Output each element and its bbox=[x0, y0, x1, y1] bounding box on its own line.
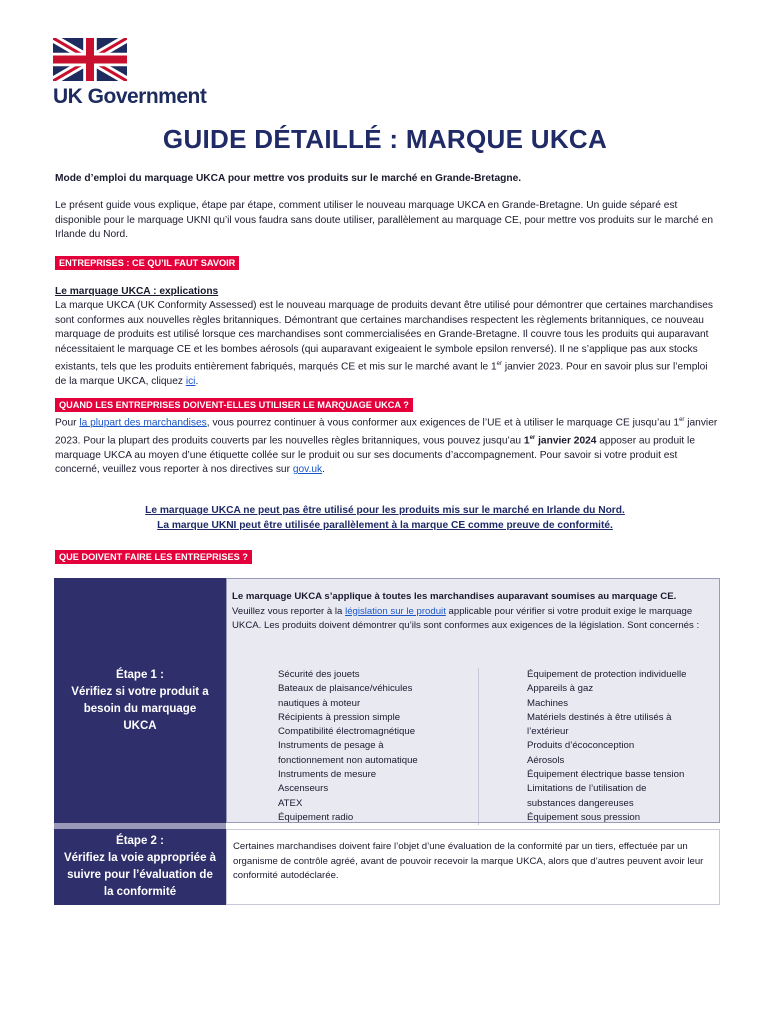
step2-label: Étape 2 : bbox=[116, 835, 164, 847]
step2-content-cell bbox=[226, 829, 720, 905]
section1-heading bbox=[55, 285, 720, 300]
section1-sup: er bbox=[496, 361, 503, 367]
s2-mid2: janvier 2023. Pour la plupart des produits couverts par les nouvelles règles britanniques, vous pouvez jusqu’au bbox=[55, 417, 718, 447]
product-list-item: substances dangereuses bbox=[527, 797, 634, 809]
union-jack-flag-icon bbox=[53, 38, 127, 81]
logo-text: UK Government bbox=[53, 85, 207, 108]
product-list-item: Récipients à pression simple bbox=[278, 711, 401, 723]
note-line-2: La marque UKNI peut être utilisée parallèlement à la marque CE comme preuve de conformité. bbox=[157, 520, 613, 531]
northern-ireland-note bbox=[0, 503, 770, 533]
product-list-item: Équipement électrique basse tension bbox=[527, 769, 685, 781]
step1-title: Vérifiez si votre produit a besoin du marquage UKCA bbox=[71, 685, 209, 732]
product-list-item: Instruments de pesage à bbox=[278, 740, 384, 752]
step1-header-cell bbox=[54, 578, 226, 823]
most-goods-link[interactable]: la plupart des marchandises bbox=[79, 417, 207, 429]
s2-bold2: janvier 2024 bbox=[535, 435, 597, 447]
product-list-item: Matériels destinés à être utilisés à bbox=[527, 711, 672, 723]
step2-header-cell bbox=[54, 829, 226, 905]
s2-end: . bbox=[322, 464, 325, 476]
section1-body-text: La marque UKCA (UK Conformity Assessed) est le nouveau marquage de produits devant être utilisé pour démontrer que certaines marchandises sont conformes aux nouvelles règles britanniques. Démontrant que certaines marchandises respectent les règlements britanniques, ce nouveau marquage de produits est utilisé lorsque ces marchandises sont commercialisées en Grande-Bretagne. Il couvre tous les produits qui auparavant nécessitaient le marquage CE et les bombes aérosols (qui auparavant exigeaient le symbole epsilon renversé). Il ne s’applique pas aux stocks existants, tels que les produits entièrement fabriqués, marqués CE et mis sur le marché avant le 1 bbox=[55, 300, 714, 373]
product-list-item: fonctionnement non automatique bbox=[278, 754, 418, 766]
intro-paragraph: Le présent guide vous explique, étape par étape, comment utiliser le nouveau marquage UKCA en Grande-Bretagne. Un guide séparé est disponible pour le marquage UKNI qu’il vous faudra sans doute utiliser, parallèlement au marquage CE, pour mettre vos produits sur le marché en Irlande du Nord. bbox=[55, 200, 714, 240]
section-banner-what-to-know: ENTREPRISES : CE QU’IL FAUT SAVOIR bbox=[55, 256, 239, 270]
product-list-item: Équipement sous pression bbox=[527, 811, 641, 823]
section1-heading-text: Le marquage UKCA : explications bbox=[55, 286, 219, 297]
step1-content-cell bbox=[226, 578, 720, 823]
product-list-item: ATEX bbox=[278, 797, 303, 809]
s2-pre: Pour bbox=[55, 417, 80, 429]
product-list-item: Appareils à gaz bbox=[527, 683, 594, 695]
step2-title: Vérifiez la voie appropriée à suivre pour l’évaluation de la conformité bbox=[63, 852, 217, 898]
step1-head-pre: Veuillez vous reporter à la bbox=[232, 605, 346, 617]
product-list-item: Bateaux de plaisance/véhicules bbox=[278, 683, 413, 695]
product-list-b bbox=[478, 668, 717, 825]
s2-sup1: er bbox=[679, 417, 685, 423]
product-legislation-link[interactable]: législation sur le produit bbox=[345, 605, 446, 617]
note-line-1: Le marquage UKCA ne peut pas être utilisé pour les produits mis sur le marché en Irlande du Nord. bbox=[145, 505, 625, 516]
step1-head-post: applicable pour vérifier si votre produit exige le marquage UKCA. Les produits doivent démontrer qu’ils sont conformes aux exigences de la législation. Sont concernés : bbox=[232, 605, 700, 631]
ici-link[interactable]: ici bbox=[185, 375, 196, 387]
gov-uk-link[interactable]: gov.uk bbox=[292, 464, 323, 476]
subtitle: Mode d’emploi du marquage UKCA pour mettre vos produits sur le marché en Grande-Bretagne. bbox=[55, 173, 522, 184]
step1-label: Étape 1 : bbox=[116, 668, 164, 681]
product-list-item: Équipement de protection individuelle bbox=[527, 669, 687, 680]
product-list-item: Limitations de l’utilisation de bbox=[527, 783, 647, 795]
product-list-item: Sécurité des jouets bbox=[278, 669, 360, 680]
section1-body-end: janvier 2023. Pour en savoir plus sur l’emploi de la marque UKCA, cliquez bbox=[55, 361, 708, 387]
section1-period: . bbox=[195, 375, 199, 387]
s2-mid3: apposer au produit le marquage UKCA au moyen d’une étiquette collée sur le produit ou sur ses documents d’accompagnement. Pour savoir si votre produit est concerné, veuillez vous reporter à nos directives sur bbox=[55, 435, 695, 476]
step1-head-bold: Le marquage UKCA s’applique à toutes les marchandises auparavant soumises au marquage CE. bbox=[232, 591, 677, 602]
step2-text: Certaines marchandises doivent faire l’objet d’une évaluation de la conformité par un tiers, effectuée par un organisme de contrôle agréé, avant de pouvoir recevoir la marque UKCA, alors que d’autres peuvent avoir leur conformité autodéclarée. bbox=[233, 841, 704, 881]
product-list-item: Aérosols bbox=[527, 754, 565, 766]
section-banner-what-to-do: QUE DOIVENT FAIRE LES ENTREPRISES ? bbox=[55, 550, 252, 564]
section1-body bbox=[55, 299, 720, 389]
step1-intro bbox=[232, 590, 712, 634]
s2-bold1: 1 bbox=[523, 435, 530, 447]
s2-sup2: er bbox=[529, 434, 536, 441]
uk-government-logo bbox=[53, 38, 213, 109]
product-list-item: Compatibilité électromagnétique bbox=[278, 726, 416, 738]
product-list-a bbox=[278, 668, 468, 825]
product-list-item: l’extérieur bbox=[527, 726, 569, 738]
product-list-item: Ascenseurs bbox=[278, 783, 329, 795]
product-list-item: nautiques à moteur bbox=[278, 697, 361, 709]
product-list-item: Instruments de mesure bbox=[278, 769, 377, 781]
page-title: GUIDE DÉTAILLÉ : MARQUE UKCA bbox=[162, 124, 608, 154]
s2-mid1: , vous pourrez continuer à vous conformer aux exigences de l’UE et à utiliser le marquage CE jusqu’au 1 bbox=[206, 417, 680, 429]
section2-body bbox=[55, 413, 720, 478]
product-list-item: Produits d’écoconception bbox=[527, 740, 635, 752]
section-banner-when: QUAND LES ENTREPRISES DOIVENT-ELLES UTILISER LE MARQUAGE UKCA ? bbox=[55, 398, 413, 412]
product-list-item: Machines bbox=[527, 697, 569, 709]
product-list-item: Équipement radio bbox=[278, 811, 354, 823]
